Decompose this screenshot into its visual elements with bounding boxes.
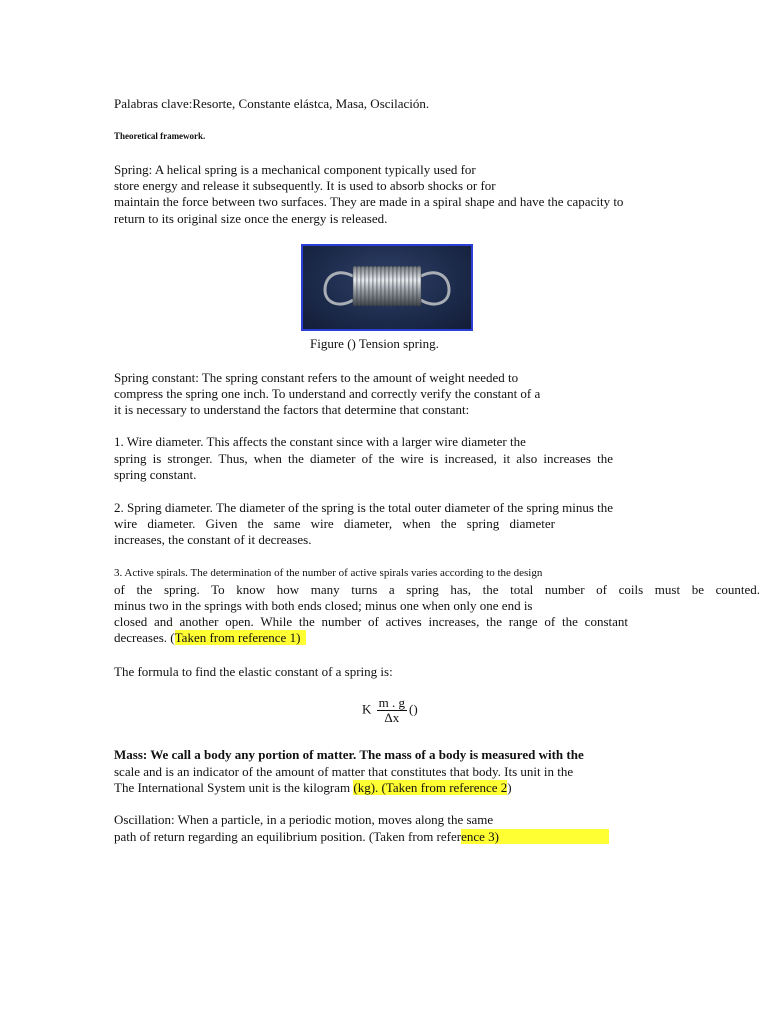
- list-item-line: 2. Spring diameter. The diameter of the spring is the total outer diameter of the spring minus the: [114, 500, 614, 515]
- text-run: decreases. (: [114, 630, 175, 645]
- spring-coil: [397, 266, 401, 306]
- figure-caption: Figure () Tension spring.: [310, 336, 439, 351]
- keywords-line: Palabras clave:Resorte, Constante elástca, Masa, Oscilación.: [114, 96, 430, 111]
- list-item-line: 3. Active spirals. The determination of the number of active spirals varies according to the design: [114, 567, 543, 579]
- formula: [362, 696, 418, 725]
- spring-coil: [405, 266, 409, 306]
- spring-coil: [393, 266, 397, 306]
- spring-coil: [385, 266, 389, 306]
- list-item-line: 1. Wire diameter. This affects the constant since with a larger wire diameter the: [114, 434, 526, 449]
- paragraph-line: store energy and release it subsequently. It is used to absorb shocks or for: [114, 178, 496, 193]
- text-run: path of return regarding an equilibrium position. (Taken from refer: [114, 829, 462, 844]
- text-run: ): [507, 780, 512, 795]
- paragraph-line: compress the spring one inch. To understand and correctly verify the constant of a: [114, 386, 541, 401]
- paragraph-line: it is necessary to understand the factors that determine that constant:: [114, 402, 470, 417]
- spring-coil: [361, 266, 365, 306]
- paragraph-line: Spring constant: The spring constant refers to the amount of weight needed to: [114, 370, 519, 385]
- spring-coil: [409, 266, 413, 306]
- reference-highlight: Taken from reference 1): [175, 630, 307, 645]
- reference-highlight: ence 3): [461, 829, 609, 844]
- formula-fraction: [377, 696, 407, 725]
- formula-lhs: K: [362, 701, 372, 717]
- tension-spring-image: [301, 244, 473, 331]
- spring-coil: [389, 266, 393, 306]
- spring-coil: [373, 266, 377, 306]
- paragraph-line: maintain the force between two surfaces. They are made in a spiral shape and have the capacity to: [114, 194, 624, 209]
- list-item-line: spring is stronger. Thus, when the diameter of the wire is increased, it also increases the: [114, 451, 613, 466]
- list-item-line: closed and another open. While the number of actives increases, the range of the constant: [114, 614, 628, 629]
- spring-coil: [381, 266, 385, 306]
- spring-illustration: [303, 246, 471, 329]
- spring-coil: [357, 266, 361, 306]
- spring-coil: [413, 266, 417, 306]
- paragraph-line: [114, 829, 609, 845]
- formula-denominator: Δx: [384, 710, 400, 725]
- list-item-line: of the spring. To know how many turns a spring has, the total number of coils must be counted.: [114, 582, 760, 597]
- reference-highlight: (kg). (Taken from reference 2: [353, 780, 508, 795]
- paragraph-line: Spring: A helical spring is a mechanical component typically used for: [114, 162, 476, 177]
- paragraph-line: [114, 780, 512, 796]
- list-item-line: increases, the constant of it decreases.: [114, 532, 312, 547]
- paragraph-line: Oscillation: When a particle, in a periodic motion, moves along the same: [114, 812, 494, 827]
- spring-coil: [365, 266, 369, 306]
- spring-coil: [377, 266, 381, 306]
- spring-coil: [353, 266, 357, 306]
- spring-coil: [417, 266, 421, 306]
- text-run: The International System unit is the kilogram: [114, 780, 354, 795]
- paragraph-line: return to its original size once the energy is released.: [114, 211, 388, 226]
- formula-suffix: (): [409, 701, 418, 717]
- list-item-line: spring constant.: [114, 467, 197, 482]
- list-item-line: [114, 630, 306, 646]
- spring-coil: [401, 266, 405, 306]
- formula-intro: The formula to find the elastic constant of a spring is:: [114, 664, 393, 679]
- paragraph-line: scale and is an indicator of the amount of matter that constitutes that body. Its unit in the: [114, 764, 574, 779]
- spring-coil: [369, 266, 373, 306]
- list-item-line: wire diameter. Given the same wire diameter, when the spring diameter: [114, 516, 555, 531]
- formula-numerator: m . g: [378, 695, 406, 710]
- section-heading: Theoretical framework.: [114, 131, 206, 141]
- list-item-line: minus two in the springs with both ends closed; minus one when only one end is: [114, 598, 533, 613]
- mass-heading-line: Mass: We call a body any portion of matter. The mass of a body is measured with the: [114, 747, 584, 762]
